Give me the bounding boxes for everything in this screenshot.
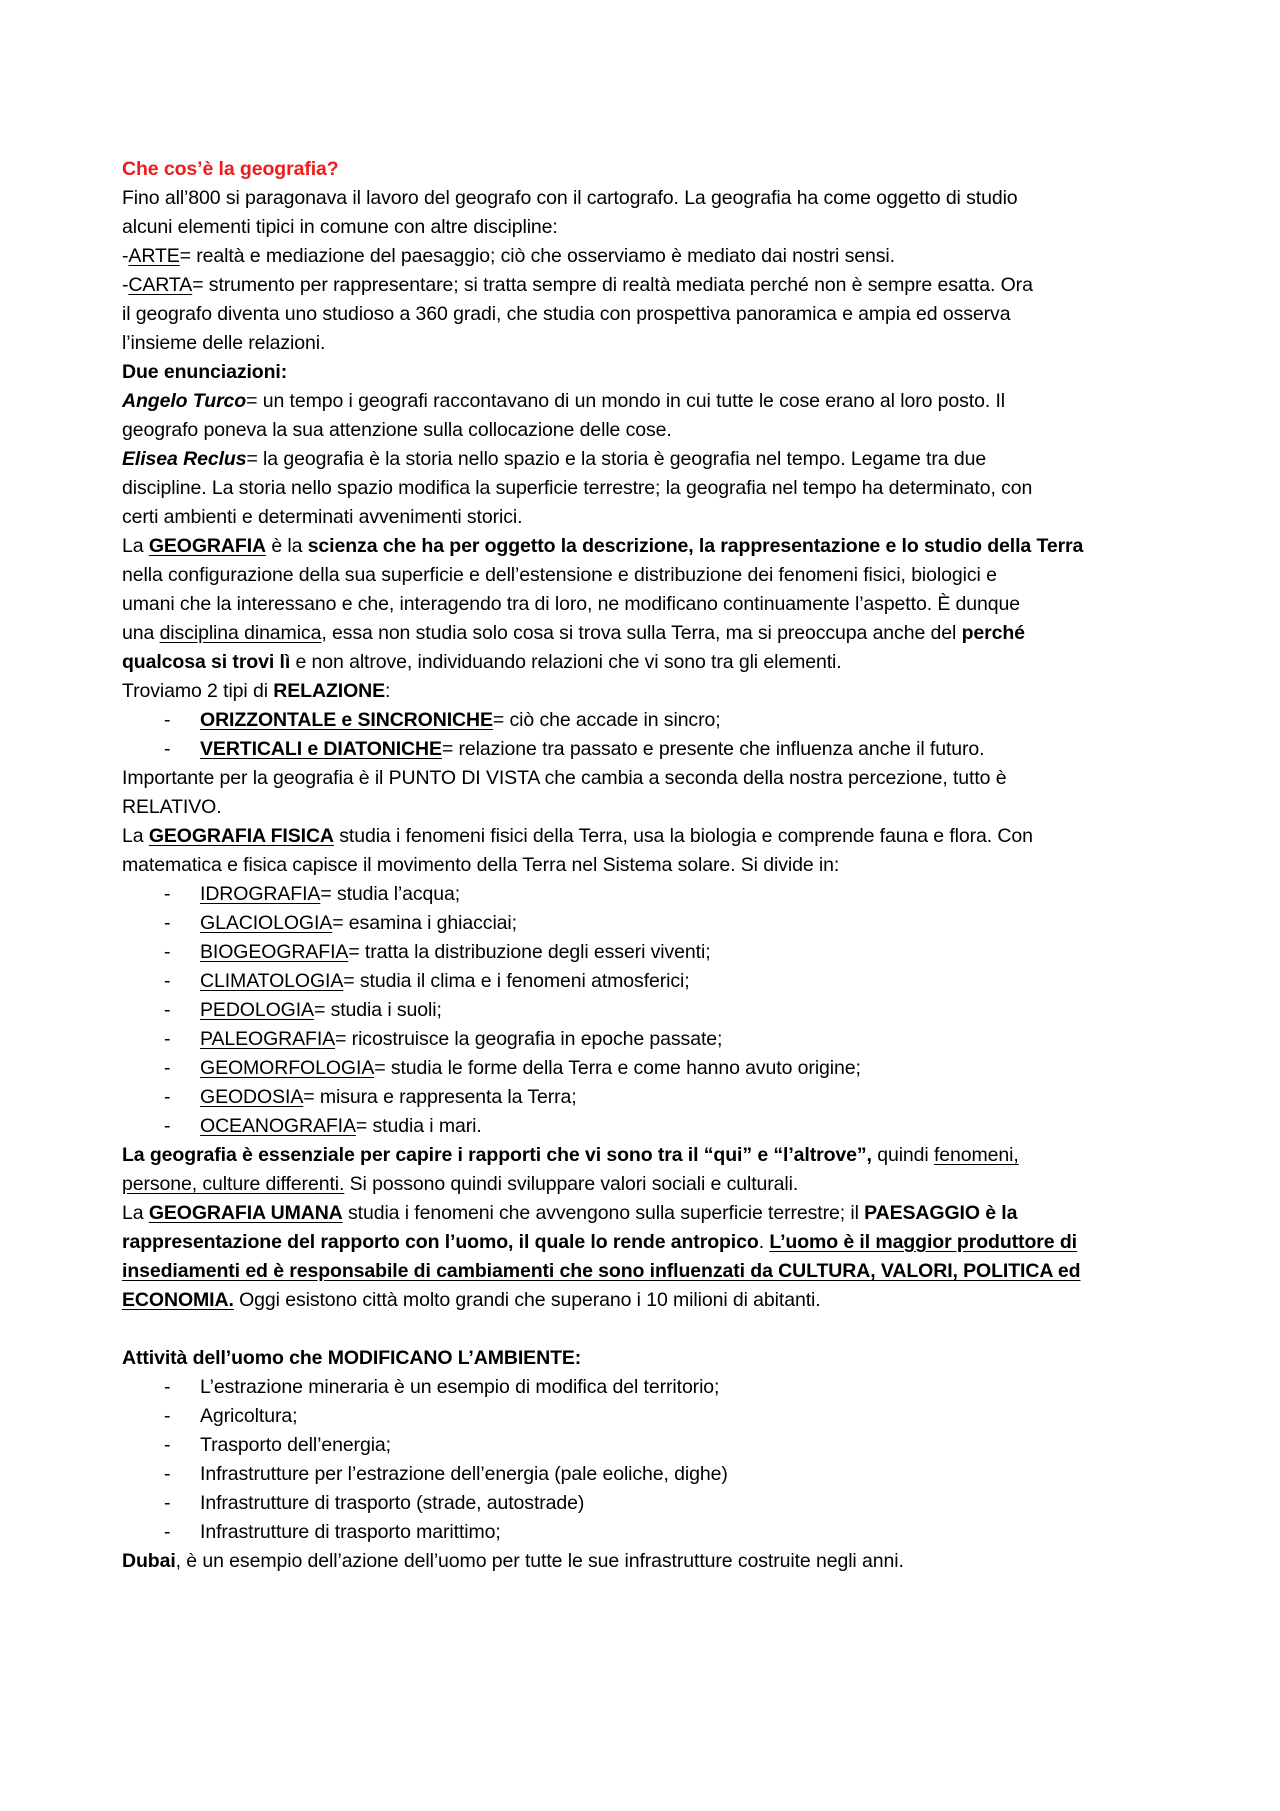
list-text: = ricostruisce la geografia in epoche passate;: [335, 1028, 723, 1050]
punto-vista-line: RELATIVO.: [122, 796, 222, 818]
author-name: Elisea Reclus: [122, 448, 247, 470]
list-term: IDROGRAFIA: [200, 883, 321, 905]
list-item: - PALEOGRAFIA= ricostruisce la geografia in epoche passate;: [164, 1028, 723, 1050]
list-item: - GEOMORFOLOGIA= studia le forme della Terra e come hanno avuto origine;: [164, 1057, 861, 1079]
turco-line: Angelo Turco= un tempo i geografi raccontavano di un mondo in cui tutte le cose erano al loro posto. Il: [122, 390, 1006, 412]
geografia-umana-term: GEOGRAFIA UMANA: [148, 1202, 343, 1224]
list-term: CLIMATOLOGIA: [200, 970, 344, 992]
intro-line: Fino all’800 si paragonava il lavoro del geografo con il cartografo. La geografia ha come oggetto di studio: [122, 187, 1018, 209]
list-item: - PEDOLOGIA= studia i suoli;: [164, 999, 442, 1021]
list-item: - Infrastrutture di trasporto marittimo;: [164, 1521, 501, 1543]
relazione-intro: Troviamo 2 tipi di RELAZIONE:: [122, 680, 391, 702]
reclus-line: Elisea Reclus= la geografia è la storia nello spazio e la storia è geografia nel tempo. Legame tra due: [122, 448, 987, 470]
fisica-line: La GEOGRAFIA FISICA studia i fenomeni fisici della Terra, usa la biologia e comprende fauna e flora. Con: [122, 825, 1033, 847]
list-text: Trasporto dell’energia;: [200, 1434, 391, 1456]
list-item: - L’estrazione mineraria è un esempio di modifica del territorio;: [164, 1376, 720, 1398]
arte-line: -ARTE= realtà e mediazione del paesaggio; ciò che osserviamo è mediato dai nostri sensi.: [122, 245, 895, 267]
essenziale-line: persone, culture differenti. Si possono quindi sviluppare valori sociali e culturali.: [122, 1173, 799, 1195]
list-term: PALEOGRAFIA: [200, 1028, 336, 1050]
list-item: - VERTICALI e DIATONICHE= relazione tra passato e presente che influenza anche il futuro.: [164, 738, 985, 760]
punto-vista-line: Importante per la geografia è il PUNTO DI VISTA che cambia a seconda della nostra percezione, tutto è: [122, 767, 1007, 789]
list-text: Infrastrutture di trasporto (strade, autostrade): [200, 1492, 585, 1514]
umana-line: La GEOGRAFIA UMANA studia i fenomeni che avvengono sulla superficie terrestre; il PAESAGGIO è la: [122, 1202, 1018, 1224]
definition-line: una disciplina dinamica, essa non studia solo cosa si trova sulla Terra, ma si preoccupa anche del perché: [122, 622, 1025, 644]
fisica-line: matematica e fisica capisce il movimento della Terra nel Sistema solare. Si divide in:: [122, 854, 840, 876]
list-text: Infrastrutture per l’estrazione dell’energia (pale eoliche, dighe): [200, 1463, 728, 1485]
list-term: GLACIOLOGIA: [200, 912, 333, 934]
list-term: GEODOSIA: [200, 1086, 304, 1108]
geografia-term: GEOGRAFIA: [148, 535, 266, 557]
list-item: - Infrastrutture per l’estrazione dell’energia (pale eoliche, dighe): [164, 1463, 728, 1485]
list-text: = studia l’acqua;: [320, 883, 461, 905]
author-name: Angelo Turco: [122, 390, 247, 412]
intro-line: l’insieme delle relazioni.: [122, 332, 326, 354]
attivita-list: [122, 1373, 1172, 1547]
list-item: - Infrastrutture di trasporto (strade, autostrade): [164, 1492, 585, 1514]
list-item: - GEODOSIA= misura e rappresenta la Terra;: [164, 1086, 577, 1108]
umana-line: insediamenti ed è responsabile di cambiamenti che sono influenzati da CULTURA, VALORI, POLITICA ed: [122, 1260, 1081, 1282]
reclus-line: certi ambienti e determinati avvenimenti storici.: [122, 506, 523, 528]
page-title: Che cos’è la geografia?: [122, 158, 339, 180]
turco-line: geografo poneva la sua attenzione sulla collocazione delle cose.: [122, 419, 672, 441]
list-item: - CLIMATOLOGIA= studia il clima e i fenomeni atmosferici;: [164, 970, 690, 992]
geografia-fisica-term: GEOGRAFIA FISICA: [148, 825, 334, 847]
umana-line: ECONOMIA. Oggi esistono città molto grandi che superano i 10 milioni di abitanti.: [122, 1289, 821, 1311]
fisica-list: [122, 880, 1172, 1141]
reclus-line: discipline. La storia nello spazio modifica la superficie terrestre; la geografia nel tempo ha determinato, con: [122, 477, 1033, 499]
definition-line: nella configurazione della sua superficie e dell’estensione e distribuzione dei fenomeni fisici, biologici e: [122, 564, 997, 586]
section-heading: Attività dell’uomo che MODIFICANO L’AMBIENTE:: [122, 1347, 582, 1369]
list-item: - IDROGRAFIA= studia l’acqua;: [164, 883, 461, 905]
list-term: PEDOLOGIA: [200, 999, 314, 1021]
arte-term: ARTE: [128, 245, 180, 267]
list-text: = esamina i ghiacciai;: [332, 912, 517, 934]
document-page: [122, 155, 1172, 1576]
list-text: = misura e rappresenta la Terra;: [303, 1086, 577, 1108]
intro-line: il geografo diventa uno studioso a 360 gradi, che studia con prospettiva panoramica e ampia ed osserva: [122, 303, 1011, 325]
list-term: BIOGEOGRAFIA: [200, 941, 349, 963]
list-item: - Agricoltura;: [164, 1405, 298, 1427]
carta-line: -CARTA= strumento per rappresentare; si tratta sempre di realtà mediata perché non è sempre esatta. Ora: [122, 274, 1033, 296]
definition-line: La GEOGRAFIA è la scienza che ha per oggetto la descrizione, la rappresentazione e lo studio della Terra: [122, 535, 1084, 557]
list-item: - BIOGEOGRAFIA= tratta la distribuzione degli esseri viventi;: [164, 941, 711, 963]
section-heading: Due enunciazioni:: [122, 361, 288, 383]
spacer: [122, 1315, 1172, 1344]
definition-line: qualcosa si trovi lì e non altrove, individuando relazioni che vi sono tra gli elementi.: [122, 651, 842, 673]
definition-line: umani che la interessano e che, interagendo tra di loro, ne modificano continuamente l’aspetto. È dunque: [122, 593, 1021, 615]
list-term: OCEANOGRAFIA: [200, 1115, 356, 1137]
list-text: = studia i suoli;: [313, 999, 442, 1021]
list-text: Agricoltura;: [200, 1405, 298, 1427]
dubai-line: Dubai, è un esempio dell’azione dell’uomo per tutte le sue infrastrutture costruite negli anni.: [122, 1550, 904, 1572]
list-term: GEOMORFOLOGIA: [200, 1057, 375, 1079]
list-text: = studia i mari.: [355, 1115, 482, 1137]
carta-term: CARTA: [128, 274, 193, 296]
list-text: L’estrazione mineraria è un esempio di modifica del territorio;: [200, 1376, 720, 1398]
list-item: - ORIZZONTALE e SINCRONICHE= ciò che accade in sincro;: [164, 709, 721, 731]
list-text: Infrastrutture di trasporto marittimo;: [200, 1521, 501, 1543]
list-item: - GLACIOLOGIA= esamina i ghiacciai;: [164, 912, 517, 934]
list-text: = studia il clima e i fenomeni atmosferici;: [343, 970, 690, 992]
list-text: = studia le forme della Terra e come hanno avuto origine;: [374, 1057, 861, 1079]
umana-line: rappresentazione del rapporto con l’uomo, il quale lo rende antropico. L’uomo è il maggior produttore di: [122, 1231, 1077, 1253]
intro-line: alcuni elementi tipici in comune con altre discipline:: [122, 216, 558, 238]
list-text: = tratta la distribuzione degli esseri viventi;: [348, 941, 711, 963]
list-item: - Trasporto dell’energia;: [164, 1434, 391, 1456]
list-item: - OCEANOGRAFIA= studia i mari.: [164, 1115, 482, 1137]
essenziale-line: La geografia è essenziale per capire i rapporti che vi sono tra il “qui” e “l’altrove”, quindi fenomeni,: [122, 1144, 1019, 1166]
